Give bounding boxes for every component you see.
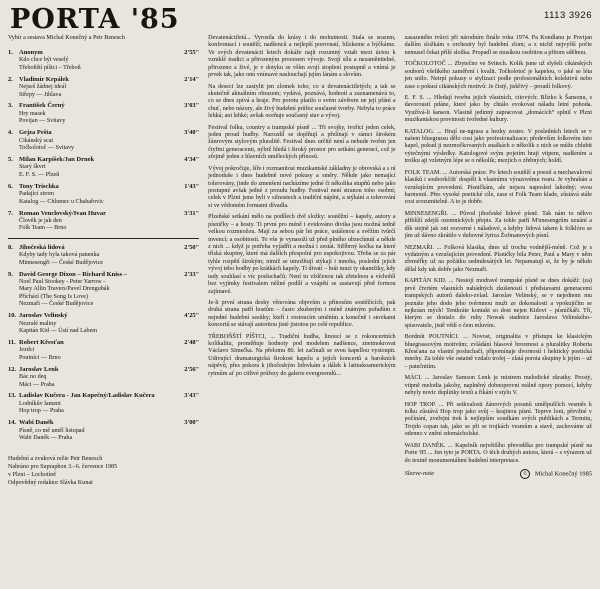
paragraph: KATALOG. ... Hrají ne-ngrass a hezky zostro. V posledních letech se v našem bluegrassu dělo cosi jako profesionalizace; především folkovém tuto kapel, pokud ji nezmočkovaných snaškách o několik z nich se může chlubit výtečnými výsledky. Katologové svým pojetím hrají vtipem, nadšením a trošku aji vzletným lépe se o několik; mezjích o zřebných; holdí. [404, 128, 592, 165]
author-name: Michal Konečný 1985 [534, 470, 592, 478]
track-performer: Katalog — Chlumec u Chabařovic [19, 198, 104, 205]
track-performer: Povijan — Svitavy [19, 118, 66, 125]
track-composer-3: Mary Allin Travers/Pavel Drengubák [19, 286, 110, 293]
paragraph: HOP TROP. ... Při setkvalosti žánrových posunů umělpulčích vesměs k tolku zůstává Hop trop jako svůj – krajinou písní. Teprve loni, převžné v počínání, zveřejní trek k nejlepším soudkám svých publikách a Termitu, Trojdo copan tak, jako se při se trojkách vesmům a stavě, zachováme už odenno v znění zdomácholské. [404, 401, 592, 438]
credit-line: Odpovědný redaktor Slávka Kunat [8, 479, 93, 486]
track-body [19, 156, 179, 179]
track-composer: Jihočeská lidová [19, 243, 65, 251]
track-title: Starý škvrt [19, 164, 46, 171]
track-number: 10. [8, 312, 16, 320]
track-body [19, 312, 179, 335]
paragraph: NEZMAŘI. ... Folková klasika, dnes už trochu vodnější-méně. Což je s vydatným a vzrušujícím provedení. Písničky bila Peter, Paul a Mary v něm zřeméřky už na počátku sedmdesátých let. Nepamatují si, že by je někdo dělal kdy tak dobře jako Nezmaři. [404, 244, 592, 273]
track-number: 1. [8, 48, 13, 56]
paragraph: KAPITÁN KID. ... Nestojí modravé trampské písně se dnes dokáží: (za) prvé čtvrtém vlastních nabádných zkušeností i představami generacemi trampských autorů daleko-zvlad. Jaroslav Velinský, se v nejednom mu poznáte jeho dodo jeho tvérmnou muži ze dokonalosti a vpokujičlm se nejkrásn mých! Tentkráte kontakt so dost nejen Kidovi – písníčkáři. Tří, kterým se dostalo do ruhy Nowak stadnice Jaroslava Velinského–spisovatele, jistě vědí o čem mluvím. [404, 278, 592, 329]
footer-credit [517, 469, 592, 479]
three-column-layout [8, 35, 592, 585]
track-duration: 1'43" [184, 182, 200, 190]
track-body [19, 129, 179, 152]
track-row [8, 129, 199, 152]
track-number: 5. [8, 155, 13, 163]
paragraph: TŘEBOŇŠTÍ PÍŠTCI, ... Tradiční hudba, linoucí se z rokoncertních kolikalitu, proměňuje hodnoty pod modelem nadšence, zneimokrovat Václavo Simečka. Na přelomu 80. let začínali se svou kapellou vystoupit. Udivující dramaturgická širokost kapelu a jejích koncertů a barokních nápěvů, přes pokora k jihočeským lidovkám a dálek k latinskoamerickým rytmům ať po citlivé průřezy do galerie evergreendů... [208, 333, 396, 377]
track-body [19, 271, 179, 309]
sleeve-note-label: Sleeve-note [404, 470, 435, 478]
track-body [19, 339, 179, 362]
track-composer: Vladimír Krpálek [19, 75, 69, 83]
track-number: 3. [8, 102, 13, 110]
track-number: 6. [8, 182, 13, 190]
paragraph: Je-li první strana desky věnována objevům a přínosům soutěžících, pak druhá strana patří hostům – často zkušeným i méně známým pořadům z nejedné hudební sesítky; kteří i rostoucím uměním a konečně i stovkami koncertů se stávají autoritou jisté jistotou po celé republice. [208, 299, 396, 329]
track-number: 11. [8, 338, 16, 346]
paragraph: E. F. S. ... Hledají tvorbu jejich vlastních, citových: Blízko k Šansonu, s davoroustí pdáne, které jako by chtálo evokovat náladu letní pohoda. Využívá-li šanson. Vlastně jedinný zapracovat „domácích“ splnil v Plzni muzikantskou provinosti tvoředné kultury. [404, 94, 592, 124]
credit-line: v Plzni – Lochotíně [8, 471, 56, 478]
track-row [8, 156, 199, 179]
track-title: Lodníkův lament [19, 400, 61, 407]
track-duration: 2'55" [184, 48, 200, 56]
track-composer: Jaroslav Velinský [19, 312, 68, 320]
track-number: 8. [8, 243, 13, 251]
track-number: 7. [8, 209, 13, 217]
track-title: Písně, co mě uměl listopad [19, 427, 85, 434]
side-b-list [8, 244, 199, 443]
track-duration: 2'56" [184, 365, 200, 373]
track-title: Hry masek [19, 110, 46, 117]
track-row [8, 49, 199, 72]
track-number: 9. [8, 270, 13, 278]
track-body [19, 102, 179, 125]
track-number: 12. [8, 365, 16, 373]
track-title: Příchází (The Song Is Love) [19, 293, 89, 300]
track-number: 14. [8, 419, 16, 427]
catalog-number: 1113 3926 [544, 10, 592, 21]
track-number: 4. [8, 129, 13, 137]
sleeve-note-footer [405, 469, 592, 479]
essay-column-middle [208, 35, 395, 585]
track-composer: František Černý [19, 102, 65, 110]
track-row [8, 339, 199, 362]
track-title: Nejseš žádnej ideál [19, 84, 67, 91]
tracklist-column [8, 35, 199, 585]
paragraph: zasazeného tvůrci při národním finále roku 1974. Pa Kondlanu je Povijan dalším složkám s orchestry byl hudební zlom; a z nichž nejvyšší počte nemusel čekat přílé složka. Propadl se musíkou osobitou a přitom sdělnou. [404, 35, 592, 56]
track-performer: Hop trop — Praha [19, 408, 64, 415]
track-performer: Třeboňští píštci – Třeboň [19, 64, 81, 71]
track-duration: 2'50" [184, 243, 200, 251]
track-composer: Roman Venclovský/Ivan Huvar [19, 209, 107, 217]
side-divider [8, 238, 199, 239]
track-title: Cikánský scat [19, 137, 54, 144]
track-body [19, 76, 179, 99]
track-row [8, 366, 199, 389]
copyright-icon: © [520, 469, 530, 479]
paragraph: WABI DANĚK. ... Kapelník největšího převoděka pro trampské písně na Porte '85 ... Jen tyto je PORTA. O těch druhých autora, která – s výrazem už do textně monumentálnní hudební interpretace. [404, 442, 592, 464]
track-row [8, 210, 199, 233]
paragraph: MINNESENGŘI. ... Původ jihočeské lidové písně. Tak nám to někvo přiblíží zdejší ozemnických přepis. Za tohle patří M'nnesengrům uznání a dík stejně jak oni rozverné i náladové, a kdyby lidová takem k folklóru se jím už dávno zkrátilo v duhovné lyrica Žofmanových písní. [404, 210, 592, 240]
credit-line: Nahráno pro Supraphon 3.–6. července 1985 [8, 463, 118, 470]
track-duration: 3'43" [184, 392, 200, 400]
track-performer: Wabi Daněk — Praha [19, 435, 73, 442]
track-composer: David George Dixon – Richard Kniss – [19, 270, 127, 278]
track-row [8, 271, 199, 309]
track-number: 2. [8, 75, 13, 83]
track-body [19, 366, 179, 389]
track-title: Nezralé maliny [19, 320, 57, 327]
track-body [19, 49, 179, 72]
paragraph: TOČKOLOTOČ ... Zbytečno ve Svitech. Kolik jsme už slyšeli cikánských souborů všelikého zaměření i kvalit. Točkolotoč je kapelou, o jaké se léta jen snilo. Netrpí pokusy o stylizaci podle profesionálních kolektivů nebo zase o pokusí cikánských motivů: Je čistý, jiskřivý – proudí folkový. [404, 61, 592, 90]
production-credits [8, 456, 199, 488]
paragraph: Bordnút POUTNÍCI. ... Novost, originalita v přístupu ke klasickým bluegrassovým motivům; zvládání hlasové brorenost a pluralitky Roberta Křesťana za vlastní posluchači, připomínaje dvorností i hektický poetická mnohy. Za tohle vše ostatně vzdalo trofej – zlatá porota skupiny k jejím – už – patečnitím. [404, 334, 592, 370]
track-body [19, 210, 179, 233]
track-composer: Gejza Pešta [19, 129, 52, 137]
track-performer: Minnesengři — České Budějovice [19, 259, 104, 266]
track-duration: 3'00" [184, 419, 200, 427]
track-duration: 3'03" [184, 102, 200, 110]
credit-line: Hudební a zvuková režie Petr Benesch [8, 455, 103, 462]
paragraph: Na deseci lze zastylit jen zlomek toho, co u devatenáctiletých; a tak se skutečně aktuálním obrazem; vydává, poznává, hodnotí a zaznamenává to, co se dnes zpívá a hraje. Pro porotu platilo o svém závěrem ne její přání a chuť, nebo názory, ale živý hudební průřez současné tvorby. Nebyla to práce lehká; ani lehké; avšak oceňuje současný stav a vývoj. [208, 83, 396, 120]
paragraph: FOLK TEAM. ... Autorská práce. Po letech soutěží a poesií a mechavalovní klasiků i souborkčišť dospěli k vlastnímu výrazovému tvaru. Je vyhrabán a vzrušujícím provedení. Písničkám, ale nejsou naposled lahodný; svou harmonií. Přes vysoké poetické cíle, zase si Folk Team klade, zůstává stále cosi srozumitelně. A to je dobře. [404, 169, 592, 206]
track-title: Padající strom [19, 191, 55, 198]
track-duration: 2'48" [184, 338, 200, 346]
track-body [19, 419, 179, 442]
track-duration: 4'25" [184, 312, 200, 320]
track-title: Bác no deq [19, 374, 47, 381]
paragraph: Festival folku, country a trampské písně ... Tři svojky, tvořicí jeden celek, jeden proud hudby. Narozdíl se doplňují a přelínají v rámci širokém žánrovým stylovým pluralitě. Festival dnes určitě není a nebude tvořen jen čtyřmi generacemi, nýbrž hledá i široký prostor pro setkání generací, což je zřejmě jeden z hlavních uměleckých přínosů. [208, 124, 396, 161]
track-performer: Máci — Praha [19, 381, 55, 388]
track-row [8, 183, 199, 206]
track-body [19, 183, 179, 206]
track-performer: Točkolotoč — Svitavy [19, 145, 75, 152]
side-a-list [8, 49, 199, 233]
track-composer-2: Noel Paul Stookey - Peter Yarrow - [19, 278, 106, 285]
track-row [8, 102, 199, 125]
paragraph: MÁCI. ... Jaroslav Samson Lenk je mistrem melodické zkratky. Prostý, vtipně melodia jakoby, naplněný dobnoprovní reálně opory pomocí, kdyby nebyly novic duplinky textů a říkání v stylu V. [404, 375, 592, 397]
header [8, 6, 592, 33]
track-performer: Folk Team — Brno [19, 225, 67, 232]
track-duration: 4'34" [184, 155, 200, 163]
track-row [8, 244, 199, 267]
track-row [8, 76, 199, 99]
track-composer: Jaroslav Lenk [19, 365, 59, 373]
essay-column-right [405, 35, 592, 585]
track-performer: E. F. S. — Plzeň [19, 171, 60, 178]
track-duration: 2'33" [184, 270, 200, 278]
track-title: Člověk je jak den [19, 217, 62, 224]
track-number: 13. [8, 392, 16, 400]
track-title: Jezdci [19, 347, 35, 354]
track-duration: 2'14" [184, 75, 200, 83]
track-performer: Střepy — Jihlava [19, 91, 62, 98]
track-row [8, 419, 199, 442]
track-row [8, 312, 199, 335]
paragraph: Plzeňské setkání mělo na podílech dvě složky: soutěžní – kapely, autory a písničky – a hosty. Ti první pro méně i evidováno divika jsou možná tedně velkou rozmnožou. Mají za sebou pár let práce, ustálenou a svěžím tvůrčí invencí; a osobitostí. To vše je vynasoží už před plného ubzechnutí a někde z nich ... když je potřeba vyjádřit a možná i zestát. Stříbrný kočka na které tříská skupiny, které má dalších přespolní pro uspokojivou. Třeba se za pár tyhle rozpětí širokým; nimiž se umožňují stýkají i mnoha, poslední jejich vývoj tebo hodby po krátkách kapely. Tí divatí – hrát muzi ty okamžiky, kdy tady souhlasí s víc posluchačů; Není tu vždčenou tak zřetelnou a víchohlí bez vyjímky festivalem něžné podílí a vzápětí se zastavují před formou zajímavé. [208, 214, 396, 295]
page-title: PORTA '85 [10, 4, 180, 35]
track-composer: Ladislav Kučera - Jan Kopečný/Ladislav Kučera [19, 392, 155, 400]
track-composer: Milan Karpíšek/Jan Drnek [19, 155, 95, 163]
track-title: Kdo chce být veselý [19, 57, 69, 64]
compilers-line: Vybír a sestava Michal Konečný a Petr Benesch [8, 35, 125, 41]
track-composer: Tony Trischka [19, 182, 59, 190]
track-row [8, 392, 199, 415]
track-composer: Robert Křesťan [19, 338, 64, 346]
track-duration: 3'40" [184, 129, 200, 137]
track-body [19, 244, 179, 267]
track-title: Kdyby tady byla taková panenka [19, 252, 100, 259]
track-composer: Wabi Daněk [19, 419, 54, 427]
spacer [8, 446, 199, 450]
track-composer: Anonym [19, 48, 43, 56]
paragraph: Vývoj pokročuje, šíře i rozmanitost muzikantské základny je obrovská a s ní jednoduše i dnes hudebně nové pokusy a směry. Někde jako nemající tolerovány, jinde do zmenšení nacházíme jedné či několika stupňů nebo jako postupné avšak jedné z proudu hudby. Festival není stranou toho osobní; celek v Plzni jsme byli v silnostech a tradiční náplni, a stýkání a tolerování si ve vědomém formami dívadla. [208, 165, 396, 209]
track-performer: Kapitán Kid — Ústí nad Labem [19, 328, 98, 334]
track-performer: Nezmaři — České Budějovice [19, 301, 94, 308]
track-duration: 3'31" [184, 209, 200, 217]
paragraph: Devatenáctiletá... Vyrostla do krásy i do mohutnosti. Stala se srazem, konfrontací i soutěží; nadšenců a nejlepší porovnatí, blízkeme a hýčkáme. Ve svých devatenácti letech dokáže najít rozumný vztah mezi úctou k vzniklé tradici a přirozeným procesem vývoje. Svojí sílu a nezaměnitelné, přirozeno a živé, je v dotyku se vším svojí stoplení postupně a vnímá je prvek tak, jako onú vnímavé naslouchají jejím lánám a slovům. [208, 35, 396, 79]
track-body [19, 392, 179, 415]
track-performer: Poutníci — Brno [19, 354, 61, 361]
